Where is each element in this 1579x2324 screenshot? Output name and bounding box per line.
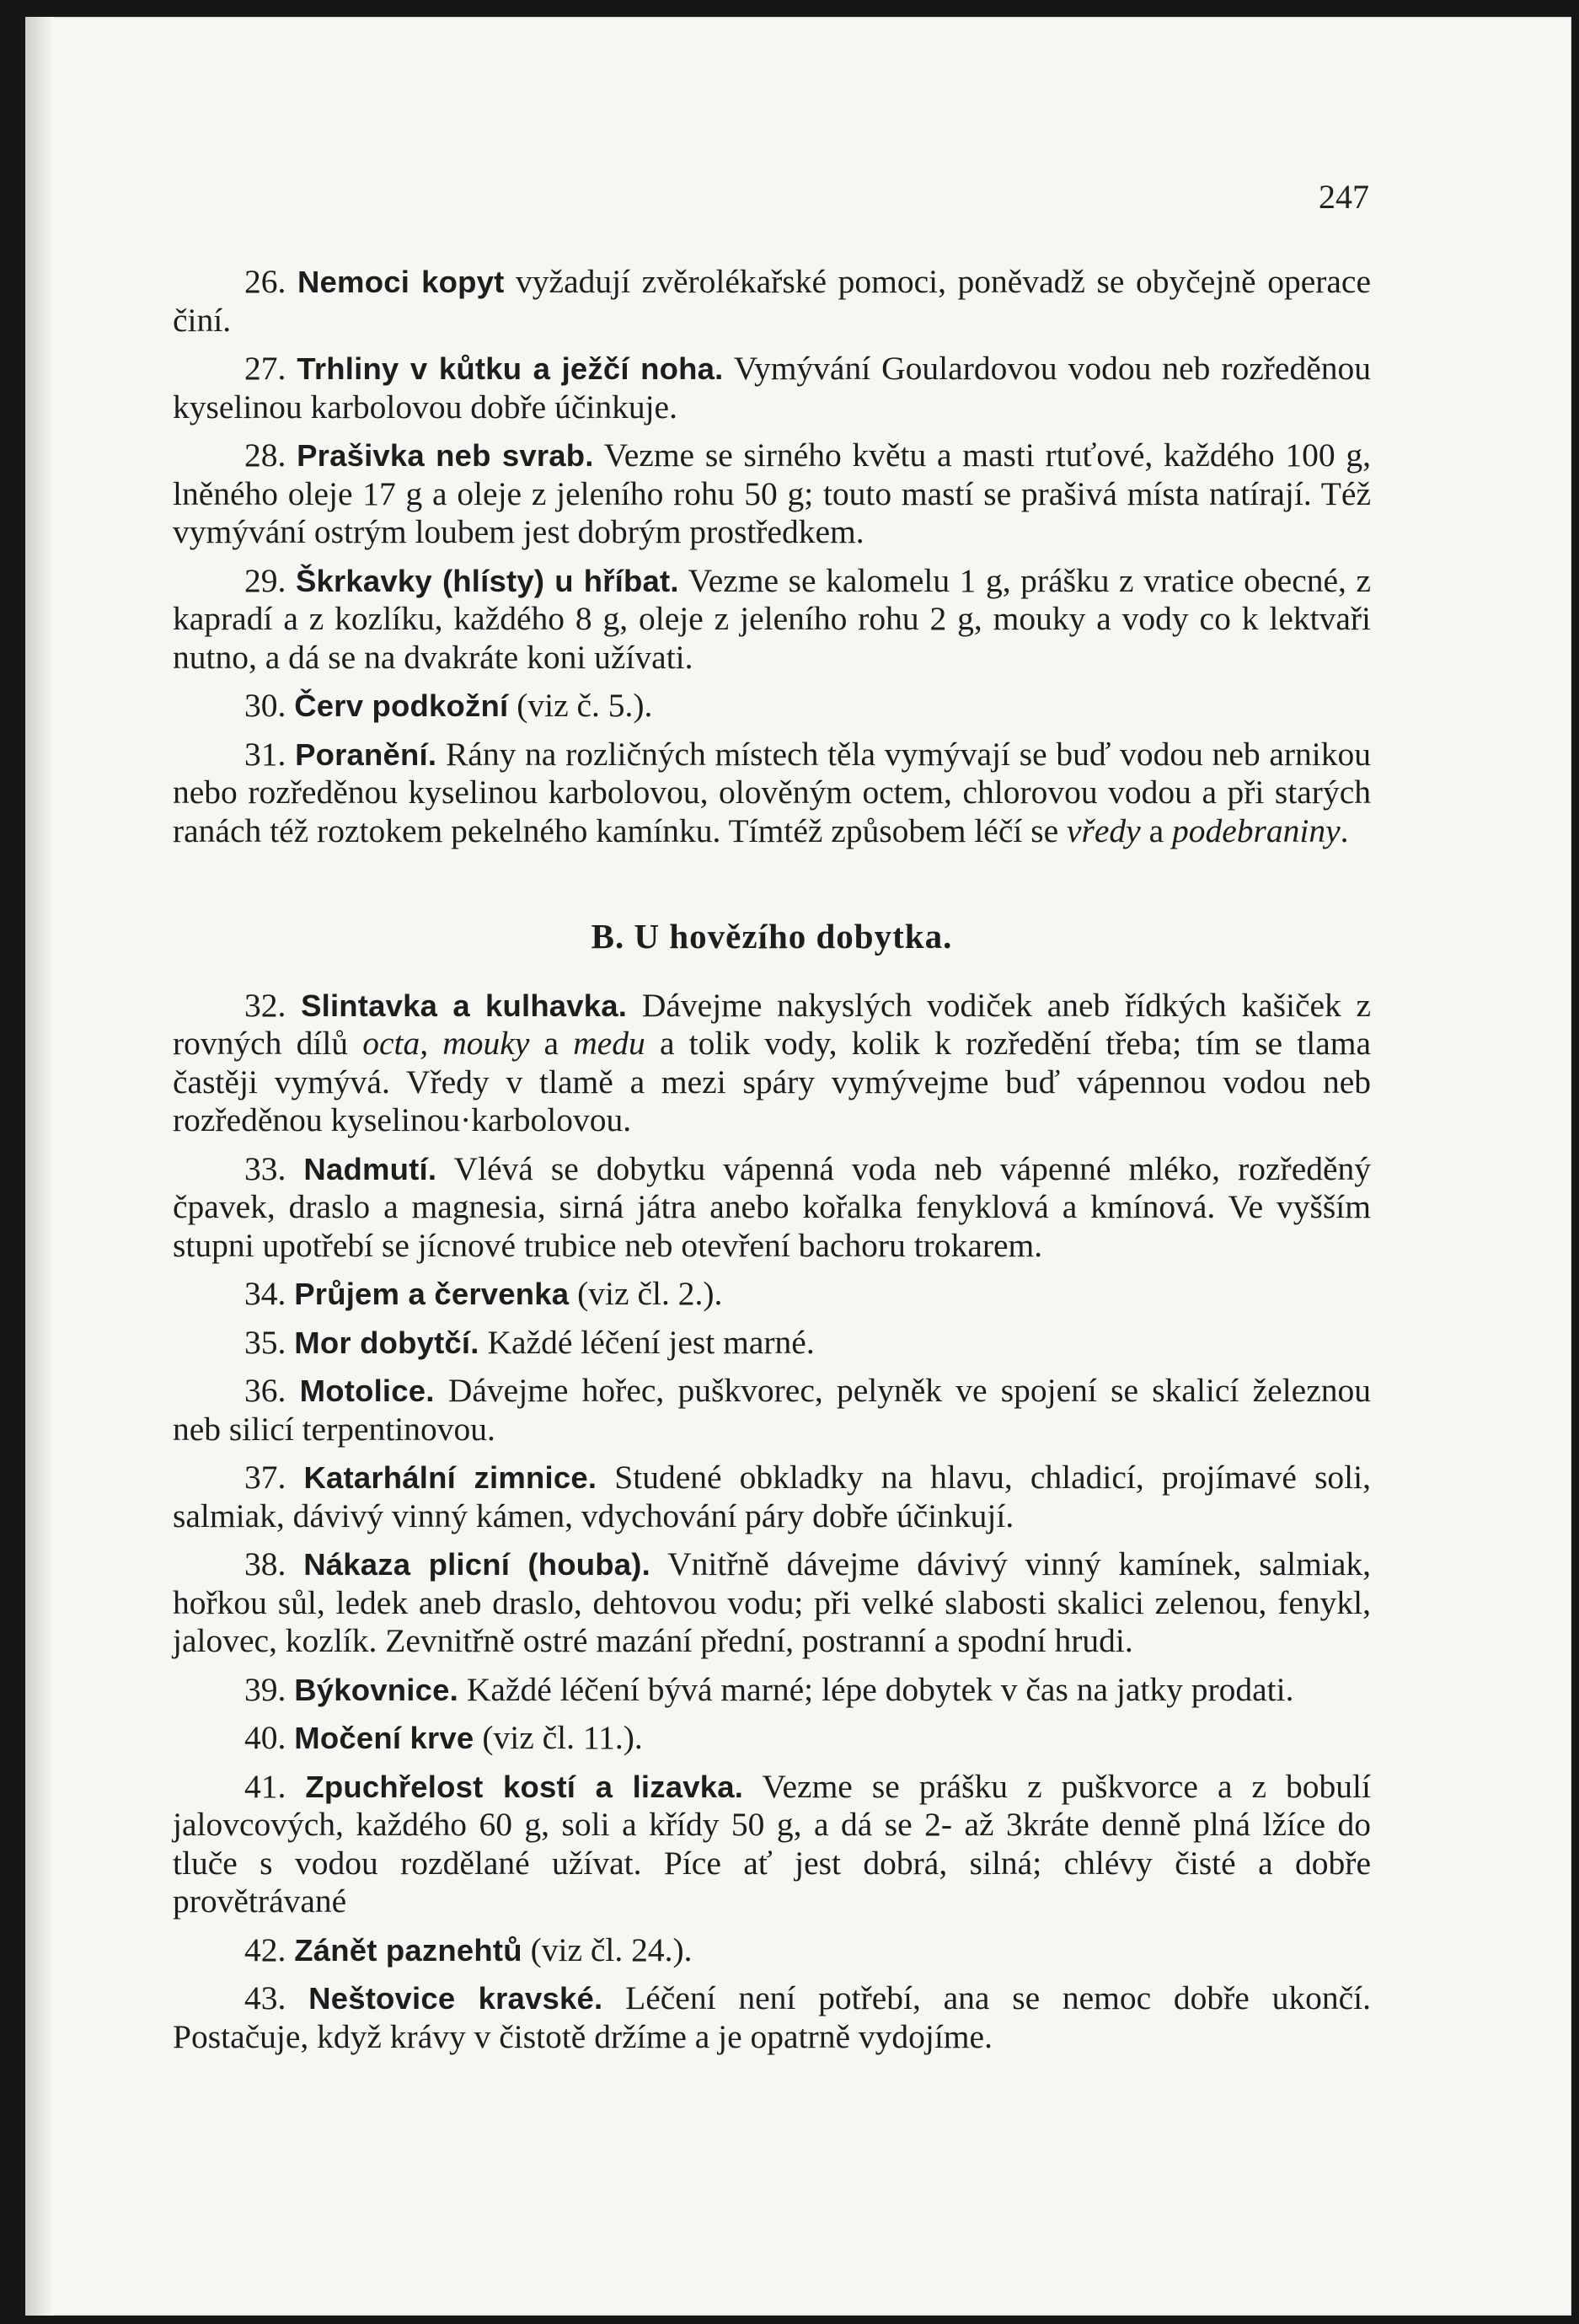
- entry-number: 36.: [244, 1372, 286, 1409]
- entry-heading: Katarhální zimnice.: [303, 1460, 597, 1495]
- entry-text: a: [529, 1025, 574, 1062]
- entry-text: Studené obkladky na hlavu, chladicí, projímavé soli, salmiak, dávivý vinný kámen, vdychování páry dobře účinkují.: [173, 1459, 1372, 1534]
- entry-text: .: [1340, 811, 1349, 849]
- entry-number: 34.: [244, 1275, 286, 1312]
- entry-text: Léčení není potřebí, ana se nemoc dobře ukončí. Postačuje, když krávy v čistotě držíme a je opatrně vydojíme.: [173, 1979, 1371, 2055]
- entry-text: Vezme se kalomelu 1 g, prášku z vratice obecné, z kapradí a z kozlíku, každého 8 g, oleje z jeleního rohu 2 g, mouky a vody co k lektvaři nutno, a dá se na dvakráte koni užívati.: [173, 561, 1372, 676]
- entry-heading: Slintavka a kulhavka.: [301, 988, 628, 1023]
- entry-heading: Nemoci kopyt: [297, 265, 505, 299]
- entry-heading: Průjem a červenka: [294, 1277, 570, 1311]
- entry-heading: Býkovnice.: [294, 1672, 458, 1707]
- book-page: [25, 17, 1571, 2316]
- entry-text: Každé léčení bývá marné; lépe dobytek v čas na jatky prodati.: [458, 1670, 1294, 1708]
- entry-29: [173, 562, 1371, 677]
- entry-text: (viz čl. 2.).: [569, 1275, 723, 1312]
- entry-text: [428, 1025, 442, 1062]
- entry-heading: Zpuchřelost kostí a lizavka.: [305, 1769, 744, 1804]
- entry-text: (viz č. 5.).: [508, 687, 653, 724]
- entry-35: [173, 1324, 1371, 1363]
- entry-number: 35.: [244, 1323, 286, 1361]
- italic-term: podebraniny: [1172, 811, 1341, 849]
- entry-30: [173, 687, 1371, 726]
- entry-number: 41.: [244, 1767, 286, 1805]
- entry-number: 38.: [244, 1545, 286, 1582]
- entry-43: [173, 1979, 1371, 2056]
- entry-heading: Močení krve: [294, 1721, 474, 1755]
- entry-text: Dávejme hořec, puškvorec, pelyněk ve spojení se skalicí železnou neb silicí terpentinovou.: [173, 1372, 1371, 1448]
- entry-number: 26.: [244, 263, 286, 300]
- entry-28: [173, 436, 1371, 552]
- entry-27: [173, 350, 1371, 426]
- entry-text: Rány na rozličných místech těla vymývají se buď vodou neb arnikou nebo rozředěnou kyselinou karbolovou, olověným octem, chlorovou vodou a při starých ranách též roztokem pekelného kamínku. Tímtéž způsobem léčí se: [173, 735, 1372, 849]
- entry-number: 31.: [244, 735, 286, 773]
- section-heading: B. U hovězího dobytka.: [591, 917, 953, 956]
- entry-number: 29.: [244, 561, 286, 599]
- entry-39: [173, 1671, 1371, 1710]
- entry-heading: Nadmutí.: [303, 1151, 437, 1186]
- entry-40: [173, 1719, 1371, 1758]
- entry-text: a: [1140, 811, 1172, 849]
- entry-41: [173, 1768, 1371, 1921]
- entry-text: Dávejme nakyslých vodiček aneb řídkých kašiček z rovných dílů: [173, 986, 1372, 1062]
- entry-number: 40.: [244, 1719, 286, 1756]
- entry-31: [173, 736, 1371, 851]
- entry-heading: Mor dobytčí.: [294, 1325, 479, 1360]
- entry-text: Každé léčení jest marné.: [479, 1323, 815, 1361]
- entry-heading: Neštovice kravské.: [308, 1981, 603, 2016]
- entry-heading: Zánět paznehtů: [294, 1932, 522, 1968]
- entry-number: 32.: [244, 986, 286, 1024]
- entry-heading: Trhliny v kůtku a ježčí noha.: [297, 351, 724, 386]
- entry-number: 42.: [244, 1930, 286, 1968]
- entry-number: 43.: [244, 1979, 286, 2016]
- entry-text: Vezme se prášku z puškvorce a z bobulí jalovcových, každého 60 g, soli a křídy 50 g, a dá se 2- až 3kráte denně plná lžíce do tluče s vodou rozdělané užívat. Píce ať jest dobrá, silná; chlévy čisté a dobře provětrávané: [173, 1767, 1371, 1920]
- italic-term: vředy: [1066, 811, 1141, 849]
- entry-text: (viz čl. 11.).: [474, 1719, 643, 1756]
- entry-text: a tolik vody, kolik k rozředění třeba; tím se tlama častěji vymývá. Vředy v tlamě a mezi spáry vymývejme buď vápennou vodou neb rozředěnou kyselinou·karbolovou.: [173, 1025, 1371, 1138]
- entry-heading: Motolice.: [299, 1374, 435, 1408]
- entry-text: Vymývání Goulardovou vodou neb rozředěnou kyselinou karbolovou dobře účinkuje.: [173, 350, 1371, 426]
- entry-heading: Červ podkožní: [294, 688, 509, 723]
- italic-term: octa,: [362, 1025, 429, 1062]
- entry-number: 28.: [244, 436, 286, 474]
- entry-34: [173, 1275, 1371, 1314]
- entry-heading: Prašivka neb svrab.: [297, 438, 594, 473]
- entry-heading: Poranění.: [295, 736, 437, 772]
- entry-text: Vezme se sirného květu a masti rtuťové, každého 100 g, lněného oleje 17 g a oleje z jeleního rohu 50 g; touto mastí se prašivá místa natírají. Též vymývání ostrým loubem jest dobrým prostředkem.: [173, 436, 1372, 550]
- entry-33: [173, 1150, 1371, 1266]
- entry-37: [173, 1459, 1371, 1535]
- entry-number: 39.: [244, 1670, 286, 1708]
- entry-26: [173, 263, 1371, 340]
- entry-heading: Nákaza plicní (houba).: [303, 1547, 650, 1582]
- entry-38: [173, 1545, 1371, 1661]
- entry-36: [173, 1372, 1371, 1448]
- italic-term: medu: [573, 1025, 645, 1062]
- entry-32: [173, 987, 1371, 1140]
- entry-text: (viz čl. 24.).: [522, 1930, 693, 1968]
- entry-number: 27.: [244, 350, 286, 387]
- entry-heading: Škrkavky (hlísty) u hříbat.: [295, 563, 679, 598]
- italic-term: mouky: [442, 1025, 530, 1062]
- entry-text: vyžadují zvěrolékařské pomoci, poněvadž se obyčejně operace činí.: [173, 263, 1371, 339]
- entry-number: 37.: [244, 1459, 286, 1496]
- entry-text: Vnitřně dávejme dávivý vinný kamínek, salmiak, hořkou sůl, ledek aneb draslo, dehtovou vodu; při velké slabosti skalici zelenou, fenykl, jalovec, kozlík. Zevnitřně ostré mazání přední, postranní a spodní hrudi.: [173, 1545, 1371, 1659]
- entry-text: Vlévá se dobytku vápenná voda neb vápenné mléko, rozředěný čpavek, draslo a magnesia, sirná játra anebo kořalka fenyklová a kmínová. Ve vyšším stupni upotřebí se jícnové trubice neb otevření bachoru trokarem.: [173, 1149, 1372, 1264]
- entry-42: [173, 1931, 1371, 1970]
- page-number: 247: [1319, 178, 1369, 216]
- entry-number: 30.: [244, 687, 286, 724]
- entry-number: 33.: [244, 1149, 286, 1187]
- page-content: [173, 263, 1371, 2056]
